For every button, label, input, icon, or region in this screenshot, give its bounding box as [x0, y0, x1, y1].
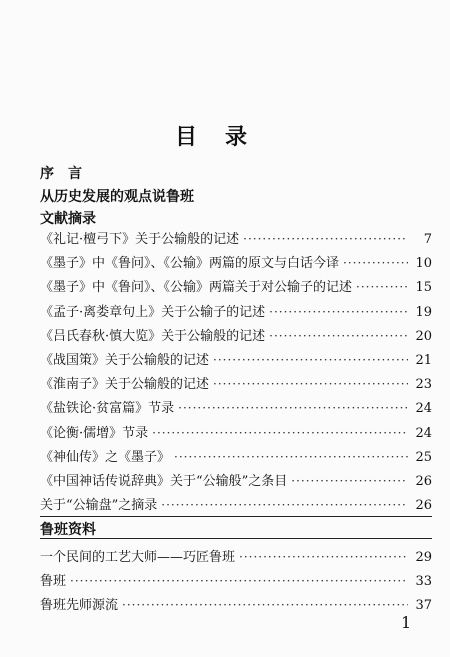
section-preface: 序 言 — [40, 166, 82, 182]
toc-entry — [40, 301, 432, 325]
toc-entry-page: 19 — [415, 304, 432, 320]
leader-dots — [269, 305, 408, 319]
toc-entry — [40, 594, 432, 618]
toc-entry — [40, 349, 432, 373]
leader-dots — [161, 498, 408, 512]
leader-dots — [239, 550, 408, 564]
leader-dots — [269, 329, 408, 343]
toc-entry-page: 37 — [415, 598, 432, 614]
excerpts-list — [40, 228, 432, 518]
leader-dots — [178, 401, 408, 415]
toc-entry — [40, 228, 432, 252]
toc-entry — [40, 446, 432, 470]
leader-dots — [70, 574, 408, 588]
toc-entry-title: 《神仙传》之《墨子》 — [40, 449, 171, 465]
leader-dots — [122, 598, 408, 612]
leader-dots — [174, 450, 408, 464]
leader-dots — [152, 426, 408, 440]
toc-entry — [40, 373, 432, 397]
toc-entry-title: 关于“公输盘”之摘录 — [40, 498, 158, 514]
toc-entry-page: 23 — [415, 377, 432, 393]
toc-entry-title: 一个民间的工艺大师——巧匠鲁班 — [40, 550, 236, 565]
toc-entry-title: 《淮南子》关于公输般的记述 — [40, 377, 210, 393]
toc-entry-page: 29 — [415, 550, 432, 565]
leader-dots — [213, 377, 408, 391]
toc-entry-page: 21 — [415, 352, 432, 368]
toc-entry-title: 《论衡·儒增》节录 — [40, 425, 149, 441]
toc-entry-page: 20 — [415, 328, 432, 344]
toc-entry-page: 7 — [423, 232, 432, 247]
toc-entry — [40, 276, 432, 300]
section-divider — [40, 516, 432, 517]
toc-entry — [40, 494, 432, 518]
toc-entry-page: 26 — [415, 498, 432, 514]
leader-dots — [356, 280, 408, 294]
toc-entry-title: 鲁班 — [40, 574, 67, 590]
toc-entry-title: 《孟子·离娄章句上》关于公输子的记述 — [40, 304, 266, 320]
toc-entry-title: 《盐铁论·贫富篇》节录 — [40, 401, 175, 417]
toc-entry-title: 《礼记·檀弓下》关于公输般的记述 — [40, 232, 240, 247]
toc-entry-title: 鲁班先师源流 — [40, 598, 119, 614]
toc-entry-title: 《墨子》中《鲁问》、《公输》两篇关于对公输子的记述 — [40, 280, 353, 296]
leader-dots — [213, 353, 408, 367]
page-number: 1 — [401, 613, 412, 632]
toc-entry-page: 24 — [415, 425, 432, 441]
toc-entry — [40, 325, 432, 349]
toc-entry — [40, 397, 432, 421]
toc-entry-title: 《墨子》中《鲁问》、《公输》两篇的原文与白话今译 — [40, 256, 340, 272]
toc-entry-page: 10 — [415, 256, 432, 272]
toc-entry-page: 24 — [415, 401, 432, 417]
toc-entry-page: 26 — [415, 473, 432, 489]
toc-entry-title: 《战国策》关于公输般的记述 — [40, 352, 210, 368]
leader-dots — [343, 256, 408, 270]
section-excerpts: 文献摘录 — [40, 211, 96, 227]
materials-list — [40, 546, 432, 619]
section-history: 从历史发展的观点说鲁班 — [40, 189, 194, 205]
leader-dots — [291, 474, 408, 488]
leader-dots — [243, 232, 408, 246]
toc-entry — [40, 422, 432, 446]
section-divider — [40, 538, 432, 539]
page-title: 目录 — [174, 125, 275, 150]
toc-entry — [40, 252, 432, 276]
toc-entry — [40, 570, 432, 594]
toc-entry-page: 25 — [415, 449, 432, 465]
toc-entry — [40, 546, 432, 570]
toc-entry-page: 15 — [415, 280, 432, 296]
toc-entry-title: 《吕氏春秋·慎大览》关于公输般的记述 — [40, 328, 266, 344]
toc-entry — [40, 470, 432, 494]
toc-entry-page: 33 — [415, 574, 432, 590]
section-materials: 鲁班资料 — [40, 522, 96, 538]
toc-entry-title: 《中国神话传说辞典》关于“公输般”之条目 — [40, 473, 288, 489]
